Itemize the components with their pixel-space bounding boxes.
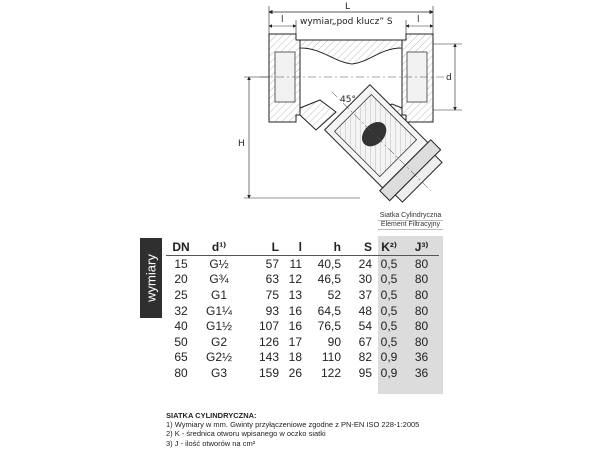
dimension-l-left: l [281,15,284,25]
table-cell: 75 [265,287,279,302]
table-cell: 0,5 [380,287,398,302]
table-cell: G¾ [209,272,229,287]
table-cell: 0,5 [380,319,398,334]
table-cell: 0,9 [380,365,398,380]
table-row [166,256,439,272]
table-cell: 95 [358,365,372,380]
table-cell: 67 [358,334,372,349]
table-cell: 126 [258,334,279,349]
table-row [166,334,439,350]
table-cell: G½ [209,256,229,271]
col-header-k: K²⁾ [374,238,404,256]
dimension-H: H [238,139,245,149]
table-cell: 57 [265,256,279,271]
table-cell: G1¼ [205,303,232,318]
table-cell: 16 [288,319,302,334]
table-cell: 159 [258,365,279,380]
table-cell: 48 [358,303,372,318]
strainer-technical-drawing [0,0,600,212]
table-cell: 54 [358,319,372,334]
dimension-l-right: l [417,15,420,25]
table-cell: 110 [321,350,341,365]
col-header-j: J³⁾ [404,238,439,256]
table-cell: G1 [210,287,227,302]
table-cell: 80 [414,287,429,302]
table-cell: 107 [258,319,279,334]
table-cell: 80 [174,365,188,380]
table-cell: 0,5 [380,272,398,287]
table-cell: 52 [327,287,341,302]
table-cell: 76,5 [317,319,341,334]
table-row [166,272,439,288]
table-cell: 80 [414,319,429,334]
table-cell: G2 [210,334,227,349]
table-cell: 82 [358,350,372,365]
table-cell: 18 [288,350,302,365]
table-cell: 20 [174,272,188,287]
footnotes [166,411,419,448]
table-cell: 63 [265,272,279,287]
filter-header-line-1: Siatka Cylindryczna [379,212,442,219]
footnote-2: 2) K - średnica otworu wpisanego w oczko siatki [166,429,326,439]
col-header-d: d¹⁾ [196,238,242,256]
table-cell: 80 [414,272,429,287]
table-cell: 0,5 [380,303,398,318]
table-cell: 80 [414,256,429,271]
table-cell: G1½ [205,319,232,334]
dimensions-table [166,238,439,381]
col-header-dn: DN [166,238,196,256]
table-cell: 0,9 [380,350,398,365]
table-cell: 40,5 [317,256,341,271]
table-cell: 80 [414,303,429,318]
table-cell: 46,5 [317,272,341,287]
table-cell: 16 [288,303,302,318]
dimensions-side-tab [140,238,162,318]
dimension-L: L [345,2,351,12]
table-cell: 25 [174,287,188,302]
filter-header-line-2: Element Filtracyjny [378,221,443,230]
filter-columns-header [378,212,443,230]
table-cell: 0,5 [380,334,398,349]
table-cell: 80 [414,334,429,349]
table-cell: 17 [288,334,302,349]
side-tab-label: wymiary [143,254,159,302]
table-cell: 15 [174,256,188,271]
table-header-row [166,238,439,256]
table-row [166,350,439,366]
table-cell: 90 [327,334,341,349]
table-cell: 26 [288,365,302,380]
table-cell: 0,5 [380,256,398,271]
table-cell: 11 [289,256,302,271]
col-header-s: S [344,238,374,256]
table-cell: 36 [414,365,429,380]
table-row [166,287,439,303]
table-cell: 37 [358,287,372,302]
col-header-l: l [282,238,305,256]
footnotes-title: SIATKA CYLINDRYCZNA: [166,411,257,420]
table-cell: 32 [174,303,188,318]
table-cell: 93 [265,303,279,318]
table-cell: 13 [288,287,302,302]
table-cell: 122 [320,365,341,380]
table-row [166,318,439,334]
table-cell: 50 [174,334,188,349]
footnote-1: 1) Wymiary w mm. Gwinty przyłączeniowe zgodne z PN-EN ISO 228-1:2005 [166,420,420,430]
table-cell: 64,5 [317,303,341,318]
table-cell: 12 [288,272,302,287]
table-cell: 36 [414,350,429,365]
dimension-wrench-size: wymiar„pod klucz” S [300,17,393,27]
table-cell: 65 [174,350,188,365]
angle-label: 45° [340,95,356,105]
table-row [166,303,439,319]
col-header-L: L [242,238,282,256]
table-row [166,365,439,381]
dimension-d: d [446,73,452,83]
table-cell: 30 [358,272,372,287]
footnote-3: 3) J - ilość otworów na cm² [166,438,256,448]
table-cell: G2½ [205,350,232,365]
col-header-h: h [305,238,344,256]
table-cell: G3 [210,365,227,380]
table-cell: 143 [258,350,279,365]
table-cell: 40 [174,319,188,334]
table-cell: 24 [358,256,372,271]
